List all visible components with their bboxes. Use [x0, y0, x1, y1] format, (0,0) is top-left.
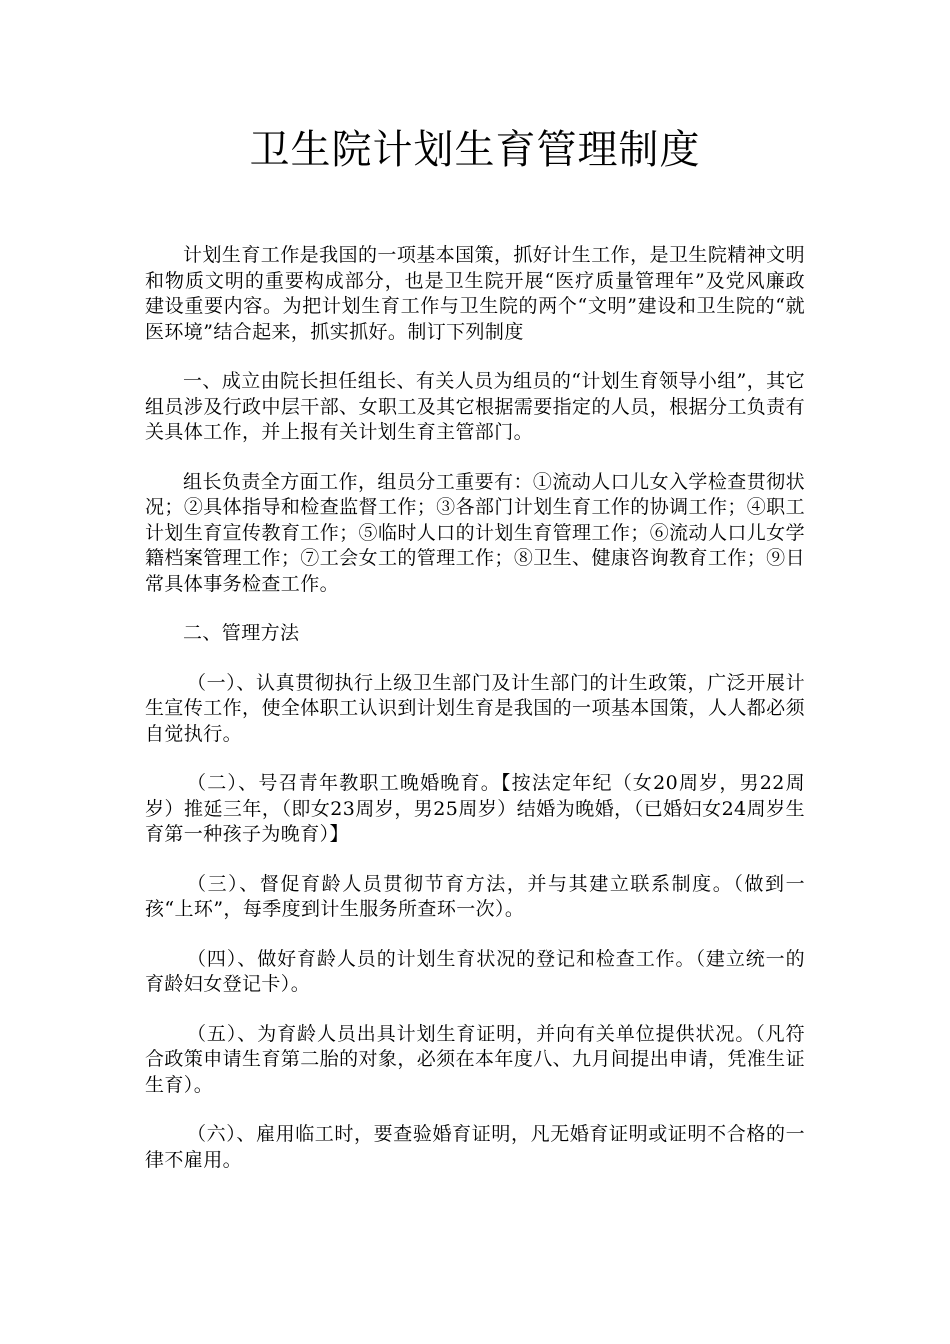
document-title: 卫生院计划生育管理制度	[249, 127, 701, 173]
leader-duties-paragraph: 组长负责全方面工作，组员分工重要有：①流动人口儿女入学检查贯彻状况；②具体指导和检查监督工作；③各部门计划生育工作的协调工作；④职工计划生育宣传教育工作；⑤临时人口的计划生育管理工作；⑥流动人口儿女学籍档案管理工作；⑦工会女工的管理工作；⑧卫生、健康咨询教育工作；⑨日常具体事务检查工作。	[145, 470, 805, 595]
method-item-2: （二）、号召青年教职工晚婚晚育。【按法定年纪（女20周岁，男22周岁）推延三年，（即女23周岁，男25周岁）结婚为晚婚，（已婚妇女24周岁生育第一种孩子为晚育）】	[145, 772, 805, 845]
method-item-6: （六）、雇用临工时，要查验婚育证明，凡无婚育证明或证明不合格的一律不雇用。	[145, 1123, 805, 1171]
method-item-3: （三）、督促育龄人员贯彻节育方法，并与其建立联系制度。（做到一孩“上环”，每季度到计生服务所查环一次）。	[145, 872, 805, 920]
intro-paragraph: 计划生育工作是我国的一项基本国策，抓好计生工作，是卫生院精神文明和物质文明的重要构成部分，也是卫生院开展“医疗质量管理年”及党风廉政建设重要内容。为把计划生育工作与卫生院的两个“文明”建设和卫生院的“就医环境”结合起来，抓实抓好。制订下列制度	[145, 244, 805, 343]
method-item-4: （四）、做好育龄人员的计划生育状况的登记和检查工作。（建立统一的育龄妇女登记卡）。	[145, 947, 805, 995]
document-body	[145, 243, 805, 1197]
method-item-1: （一）、认真贯彻执行上级卫生部门及计生部门的计生政策，广泛开展计生宣传工作，使全体职工认识到计划生育是我国的一项基本国策，人人都必须自觉执行。	[145, 671, 805, 745]
method-item-5: （五）、为育龄人员出具计划生育证明，并向有关单位提供状况。（凡符合政策申请生育第二胎的对象，必须在本年度八、九月间提出申请，凭准生证生育）。	[145, 1022, 805, 1096]
section-two-heading: 二、管理方法	[183, 622, 300, 644]
section-one-paragraph: 一、成立由院长担任组长、有关人员为组员的“计划生育领导小组”，其它组员涉及行政中层干部、女职工及其它根据需要指定的人员，根据分工负责有关具体工作，并上报有关计划生育主管部门。	[145, 370, 805, 443]
